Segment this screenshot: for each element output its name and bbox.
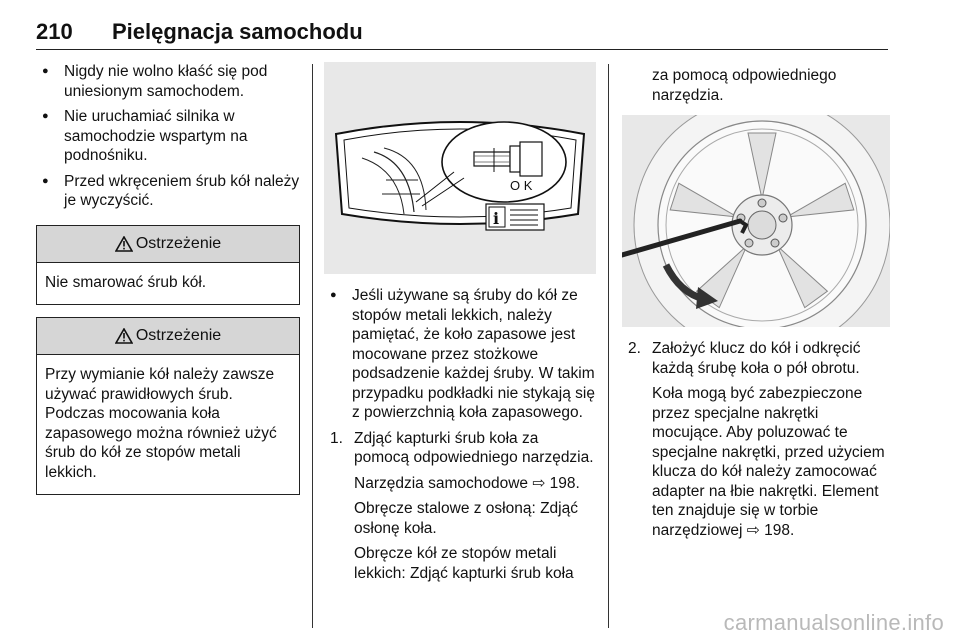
page-reference[interactable]: 198. [549, 474, 580, 492]
column-divider-1 [312, 64, 313, 628]
watermark: carmanualsonline.info [723, 610, 944, 635]
column-divider-2 [608, 64, 609, 628]
step-item [324, 429, 596, 468]
step-text: Założyć klucz do kół i odkręcić każdą śrubę koła o pół obrotu. [652, 340, 861, 377]
warning-header [37, 318, 299, 355]
warning-text: Przy wymianie kół należy zawsze używać prawidłowych śrub. Podczas mocowania koła zapasowego można również użyć śrub do kół ze stopów metali lekkich. [45, 366, 277, 481]
warning-text: Nie smarować śrub kół. [45, 273, 207, 291]
special-nuts-text [652, 384, 890, 540]
warning-icon [115, 236, 133, 252]
warning-header [37, 226, 299, 263]
alloy-rims-text: Obręcze kół ze stopów metali lekkich: Zdjąć kapturki śrub koła [354, 545, 574, 582]
special-nuts-body: Koła mogą być zabezpieczone przez specjalne nakrętki mocujące. Aby poluzować te specjalne nakrętki, przed użyciem klucza do kół należy zamocować adapter na łbie nakrętki. Element ten znajduje się w torbie narzędziowej [652, 385, 885, 539]
column-2 [324, 62, 596, 583]
bolt-note [324, 286, 596, 423]
step-details [324, 474, 596, 584]
figure-label: O K [510, 178, 533, 193]
safety-bullets [36, 62, 300, 211]
step-number: 2. [628, 340, 641, 357]
bullet-item: ● Nigdy nie wolno kłaść się pod uniesionym samochodem. [36, 62, 300, 101]
steel-rims-text: Obręcze stalowe z osłoną: Zdjąć osłonę koła. [354, 500, 578, 537]
steps-list [324, 429, 596, 468]
svg-text:i: i [493, 209, 500, 228]
warning-title: Ostrzeżenie [135, 327, 222, 345]
column-1 [36, 62, 300, 495]
steps-list [622, 339, 890, 378]
bullet-item: ● Nie uruchamiać silnika w samochodzie wspartym na podnośniku. [36, 107, 300, 166]
page-number: 210 [36, 19, 73, 44]
warning-box-2 [36, 317, 300, 495]
step-item [622, 339, 890, 378]
page-title: Pielęgnacja samochodu [112, 19, 363, 44]
tools-reference-text: Narzędzia samochodowe [354, 474, 529, 492]
tools-reference [354, 474, 596, 494]
reference-arrow-icon: ⇨ [746, 521, 760, 539]
reference-arrow-icon: ⇨ [532, 474, 546, 492]
page-header [36, 14, 888, 50]
bullet-item: ● Przed wkręceniem śrub kół należy je wyczyścić. [36, 172, 300, 211]
step-details [622, 384, 890, 540]
bullet-item: ● Jeśli używane są śruby do kół ze stopów metali lekkich, należy pamiętać, że koło zapasowe jest mocowane przez stożkowe podsadzenie każdej śruby. W takim przypadku podkładki nie stykają się z powierzchnią koła zapasowego. [324, 286, 596, 423]
step-text: Zdjąć kapturki śrub koła za pomocą odpowiedniego narzędzia. [354, 429, 594, 466]
page-reference[interactable]: 198. [764, 521, 795, 539]
lubrication-diagram [324, 62, 596, 274]
wheel-wrench-illustration [622, 115, 890, 327]
warning-title: Ostrzeżenie [135, 234, 222, 252]
column-3 [622, 62, 890, 540]
warning-icon [115, 328, 133, 344]
continuation-text: za pomocą odpowiedniego narzędzia. [652, 67, 837, 104]
warning-box-1 [36, 225, 300, 306]
step-number: 1. [330, 429, 343, 447]
